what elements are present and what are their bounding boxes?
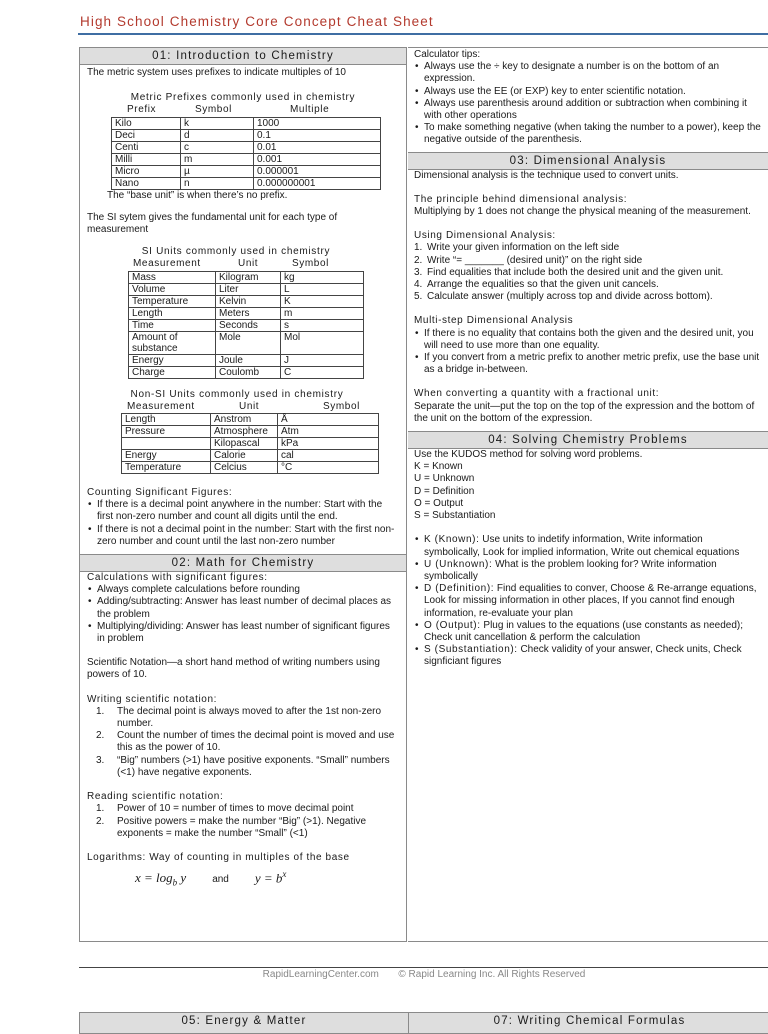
list-item: • If there is not a decimal point in the number: Start with the first non-zero number and count until the last non-zero number <box>97 524 399 548</box>
si-units-table <box>128 271 364 379</box>
list-item: 4. Arrange the equalities so that the given unit cancels. <box>414 279 659 291</box>
calc-tips-title: Calculator tips: <box>414 49 481 60</box>
dim-analysis-intro: Dimensional analysis is the technique used to convert units. <box>414 169 679 181</box>
table-cell: Nano <box>112 177 181 189</box>
col-header: Symbol <box>292 258 329 270</box>
list-item <box>424 644 761 668</box>
using-dim-list <box>414 242 761 303</box>
left-column <box>79 47 407 942</box>
table-cell: Celcius <box>211 462 278 474</box>
section-07-header: 07: Writing Chemical Formulas <box>408 1012 768 1034</box>
kudos-line: U = Unknown <box>414 473 475 485</box>
kudos-key: D (Definition): <box>424 583 495 595</box>
table-cell: Joule <box>216 354 281 366</box>
table-cell: Atmosphere <box>211 426 278 438</box>
principle-title: The principle behind dimensional analysis: <box>414 193 628 205</box>
kudos-key: O (Output): <box>424 619 481 631</box>
kudos-text: Plug in values to the equations (use constants as needed); Check unit cancellation & perform the calculation <box>424 619 744 643</box>
col-header: Measurement <box>127 400 195 412</box>
table-cell: Time <box>129 319 216 331</box>
table-cell: K <box>281 295 364 307</box>
footer-rule <box>79 967 768 968</box>
table-cell: cal <box>278 450 379 462</box>
table-cell: Pressure <box>122 426 211 438</box>
table-cell: 0.001 <box>254 153 381 165</box>
logarithm-def: Logarithms: Way of counting in multiples of the base <box>87 851 350 863</box>
list-item <box>424 534 761 558</box>
col-header: Symbol <box>323 400 360 412</box>
log-formula: $x = \log_b y$ <box>135 870 187 889</box>
list-item: 1. Power of 10 = number of times to move decimal point <box>96 803 354 815</box>
table-cell: m <box>281 307 364 319</box>
table-cell: n <box>181 177 254 189</box>
table-row <box>112 165 381 177</box>
table-cell: Coulomb <box>216 366 281 378</box>
title-rule <box>78 33 768 35</box>
table-cell: Amount of substance <box>129 331 216 354</box>
table-cell: Temperature <box>122 462 211 474</box>
kudos-line: D = Definition <box>414 485 475 497</box>
list-item: 2. Write “= _______ (desired unit)” on the right side <box>414 254 643 266</box>
kudos-key: S (Substantiation): <box>424 644 518 656</box>
reading-sci-title: Reading scientific notation: <box>87 791 224 803</box>
kudos-line: K = Known <box>414 461 463 473</box>
section-03-header: 03: Dimensional Analysis <box>408 152 768 170</box>
kudos-key: K (Known): <box>424 534 480 546</box>
table-row <box>129 271 364 283</box>
table-row <box>129 295 364 307</box>
table-cell: Mass <box>129 271 216 283</box>
principle-text: Multiplying by 1 does not change the physical meaning of the measurement. <box>414 206 751 218</box>
si-caption: SI Units commonly used in chemistry <box>141 246 331 258</box>
calc-sigfig-list <box>87 584 399 645</box>
section-05-header: 05: Energy & Matter <box>79 1012 409 1034</box>
table-cell: Å <box>278 414 379 426</box>
table-row <box>122 450 379 462</box>
table-cell: Liter <box>216 283 281 295</box>
nonsi-headers <box>127 401 399 413</box>
table-cell: Energy <box>122 450 211 462</box>
table-cell: Length <box>122 414 211 426</box>
table-cell: Atm <box>278 426 379 438</box>
table-cell: Temperature <box>129 295 216 307</box>
list-item: 3. “Big” numbers (>1) have positive exponents. “Small” numbers (<1) have negative exponents. <box>96 754 390 778</box>
multistep-title: Multi-step Dimensional Analysis <box>414 315 574 327</box>
kudos-text: Check validity of your answer, Check units, Check signficiant figures <box>424 644 742 668</box>
list-item <box>424 583 761 620</box>
table-cell: Energy <box>129 354 216 366</box>
nonsi-units-table <box>121 413 379 474</box>
table-cell: d <box>181 129 254 141</box>
table-cell: Kilo <box>112 117 181 129</box>
kudos-intro: Use the KUDOS method for solving word problems. <box>414 449 643 461</box>
kudos-line: O = Output <box>414 497 464 509</box>
table-cell: °C <box>278 462 379 474</box>
section-04-header: 04: Solving Chemistry Problems <box>408 431 768 449</box>
table-cell <box>122 438 211 450</box>
list-item <box>424 620 761 644</box>
nonsi-caption: Non-SI Units commonly used in chemistry <box>130 388 344 400</box>
table-row <box>122 462 379 474</box>
table-row <box>129 354 364 366</box>
col-header: Measurement <box>133 258 201 270</box>
list-item: • To make something negative (when taking the number to a power), keep the negative outside of the parenthesis. <box>424 122 761 146</box>
writing-sci-title: Writing scientific notation: <box>87 693 217 705</box>
table-cell: Deci <box>112 129 181 141</box>
table-cell: 0.01 <box>254 141 381 153</box>
table-row <box>112 177 381 189</box>
table-cell: kg <box>281 271 364 283</box>
metric-prefix-caption: Metric Prefixes commonly used in chemistry <box>130 92 356 104</box>
table-row <box>112 153 381 165</box>
table-cell: Charge <box>129 366 216 378</box>
calc-sigfig-title: Calculations with significant figures: <box>87 572 268 584</box>
table-row <box>122 438 379 450</box>
calc-tips-list <box>414 61 761 146</box>
using-dim-title: Using Dimensional Analysis: <box>414 230 556 242</box>
kudos-key: U (Unknown): <box>424 558 493 570</box>
fractional-unit-title: When converting a quantity with a fractional unit: <box>414 388 660 400</box>
list-item-text: Positive powers = make the number “Big” (>1). Negative exponents = make the number “Small” (<1) <box>117 815 366 839</box>
list-item: 3. Find equalities that include both the desired unit and the given unit. <box>414 266 724 278</box>
table-cell: Seconds <box>216 319 281 331</box>
list-item: 1. Write your given information on the left side <box>414 242 620 254</box>
list-item: 2. Positive powers = make the number “Big” (>1). Negative exponents = make the number “Small” (<1) <box>96 815 366 839</box>
list-item: • If you convert from a metric prefix to another metric prefix, use the base unit as a bridge in-between. <box>424 352 761 376</box>
table-row <box>122 426 379 438</box>
log-formulas <box>135 868 399 889</box>
metric-prefix-table <box>111 117 381 190</box>
list-item-text: The decimal point is always moved to after the 1st non-zero number. <box>117 705 382 730</box>
list-item: • Always use the EE (or EXP) key to enter scientific notation. <box>424 86 761 98</box>
table-cell: Length <box>129 307 216 319</box>
list-item-text: Power of 10 = number of times to move decimal point <box>117 803 354 815</box>
list-item-text: Write “= _______ (desired unit)” on the right side <box>427 254 643 266</box>
table-cell: kPa <box>278 438 379 450</box>
table-cell: Anstrom <box>211 414 278 426</box>
list-item: 2. Count the number of times the decimal point is moved and use this as the power of 10. <box>96 730 395 754</box>
list-item-text: Write your given information on the left side <box>427 242 620 254</box>
table-cell: J <box>281 354 364 366</box>
table-cell: Kilogram <box>216 271 281 283</box>
table-row <box>112 141 381 153</box>
table-cell: Kelvin <box>216 295 281 307</box>
footer-site-link[interactable]: RapidLearningCenter.com <box>262 969 379 980</box>
table-cell: 0.000000001 <box>254 177 381 189</box>
sci-notation-def: Scientific Notation—a short hand method of writing numbers using powers of 10. <box>87 657 380 681</box>
metric-intro: The metric system uses prefixes to indicate multiples of 10 <box>87 67 346 78</box>
base-unit-note: The “base unit” is when there’s no prefix. <box>107 189 288 201</box>
list-item: • Multiplying/dividing: Answer has least number of significant figures in problem <box>97 621 399 645</box>
list-item: • Always complete calculations before rounding <box>97 584 399 596</box>
kudos-text: What is the problem looking for? Write information symbolically <box>424 558 717 582</box>
kudos-text: Find equalities to conver, Choose & Re-arrange equations, Look for missing information in other places, If you cannot find enough information, re-evaluate your plan <box>424 583 757 619</box>
table-cell: L <box>281 283 364 295</box>
footer-copyright: © Rapid Learning Inc. All Rights Reserved <box>398 969 586 980</box>
footer <box>79 969 768 981</box>
table-cell: 0.000001 <box>254 165 381 177</box>
col-header: Unit <box>238 258 259 270</box>
list-item-text: Arrange the equalities so that the given unit cancels. <box>427 279 659 291</box>
table-cell: Calorie <box>211 450 278 462</box>
table-row <box>129 331 364 354</box>
multistep-list <box>414 328 761 377</box>
list-item: • If there is no equality that contains both the given and the desired unit, you will need to use more than one equality. <box>424 328 761 352</box>
table-cell: C <box>281 366 364 378</box>
table-cell: m <box>181 153 254 165</box>
page-title: High School Chemistry Core Concept Cheat Sheet <box>80 14 434 29</box>
list-item: 5. Calculate answer (multiply across top and divide across bottom). <box>414 291 713 303</box>
table-cell: k <box>181 117 254 129</box>
table-row <box>129 319 364 331</box>
table-row <box>129 366 364 378</box>
sigfig-list <box>87 499 399 548</box>
exp-formula: $y = b^x$ <box>254 869 287 886</box>
list-item: • Adding/subtracting: Answer has least number of decimal places as the problem <box>97 596 399 620</box>
si-headers <box>133 258 399 270</box>
kudos-line: S = Substantiation <box>414 510 496 522</box>
table-cell: Micro <box>112 165 181 177</box>
table-cell: 1000 <box>254 117 381 129</box>
table-row <box>122 414 379 426</box>
and-label: and <box>212 874 229 886</box>
section-01-header: 01: Introduction to Chemistry <box>80 47 406 65</box>
table-row <box>129 307 364 319</box>
list-item-text: Calculate answer (multiply across top and divide across bottom). <box>427 291 713 303</box>
table-cell: c <box>181 141 254 153</box>
list-item: • Always use the ÷ key to designate a number is on the bottom of an expression. <box>424 61 761 85</box>
list-item: • If there is a decimal point anywhere in the number: Start with the first non-zero number and count all digits until the end. <box>97 499 399 523</box>
list-item-text: Count the number of times the decimal point is moved and use this as the power of 10. <box>117 730 395 754</box>
table-cell: 0.1 <box>254 129 381 141</box>
table-cell: Mole <box>216 331 281 354</box>
table-cell: Volume <box>129 283 216 295</box>
table-row <box>112 117 381 129</box>
table-row <box>129 283 364 295</box>
col-header: Prefix <box>127 104 157 116</box>
col-header: Symbol <box>195 104 232 116</box>
list-item: 1. The decimal point is always moved to after the 1st non-zero number. <box>96 705 382 730</box>
list-item <box>424 559 761 583</box>
metric-prefix-headers <box>127 104 399 116</box>
list-item-text: Find equalities that include both the desired unit and the given unit. <box>427 266 724 278</box>
sigfig-title: Counting Significant Figures: <box>87 487 233 499</box>
right-column <box>408 47 768 942</box>
writing-sci-list <box>87 706 399 779</box>
table-cell: µ <box>181 165 254 177</box>
kudos-detail-list <box>414 534 761 668</box>
section-02-header: 02: Math for Chemistry <box>80 554 406 572</box>
kudos-text: Use units to indetify information, Write information symbolically, Look for implied information, Write out chemical equations <box>424 534 740 558</box>
reading-sci-list <box>87 803 399 840</box>
table-cell: Centi <box>112 141 181 153</box>
table-cell: Mol <box>281 331 364 354</box>
table-row <box>112 129 381 141</box>
table-cell: s <box>281 319 364 331</box>
col-header: Multiple <box>290 104 330 116</box>
col-header: Unit <box>239 400 260 412</box>
table-cell: Milli <box>112 153 181 165</box>
table-cell: Meters <box>216 307 281 319</box>
fractional-unit-text: Separate the unit—put the top on the top of the expression and the bottom of the unit on the bottom of the expression. <box>414 400 755 424</box>
si-intro: The SI sytem gives the fundamental unit for each type of measurement <box>87 211 338 236</box>
list-item: • Always use parenthesis around addition or subtraction when combining it with other operations <box>424 98 761 122</box>
list-item-text: “Big” numbers (>1) have positive exponents. “Small” numbers (<1) have negative exponents. <box>117 754 390 778</box>
table-cell: Kilopascal <box>211 438 278 450</box>
